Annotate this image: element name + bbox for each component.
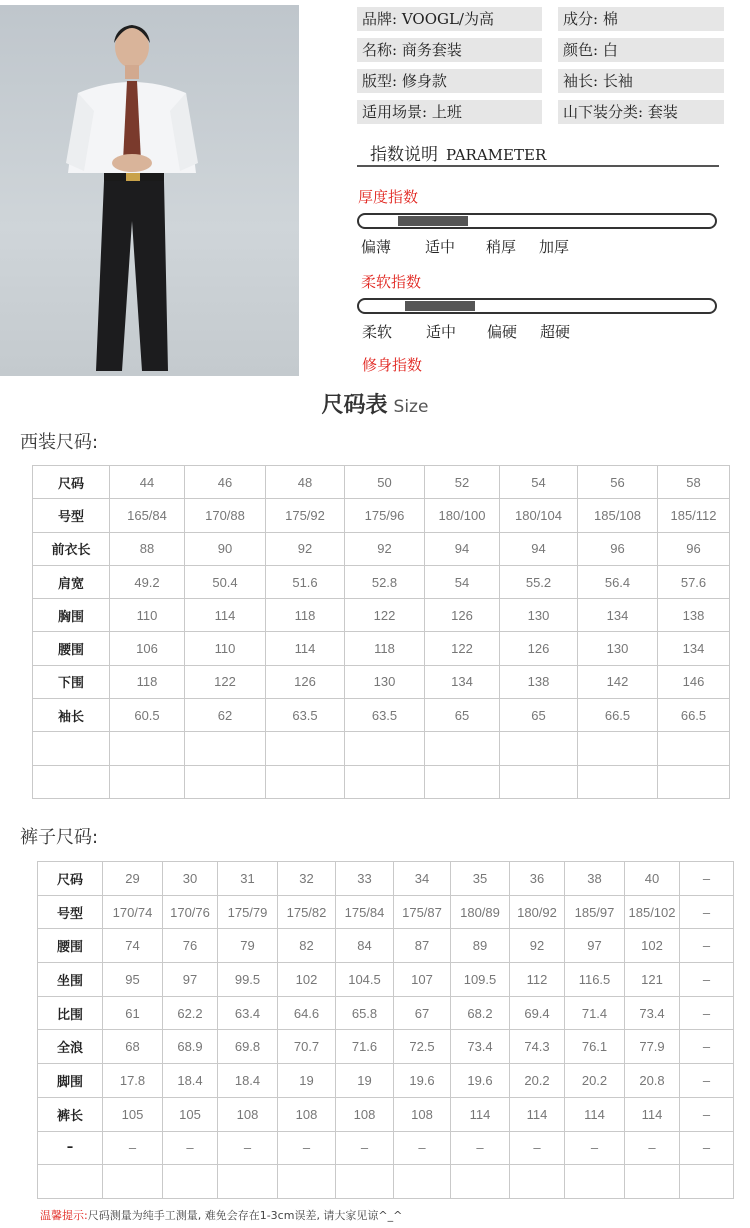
table-cell: 79 [218, 929, 278, 963]
table-cell [185, 732, 266, 765]
table-row [33, 499, 730, 532]
table-cell: 175/79 [218, 895, 278, 929]
table-cell: 68.9 [163, 1030, 218, 1064]
table-cell [110, 732, 185, 765]
table-cell: 62.2 [163, 996, 218, 1030]
row-header-cell: 胸围 [33, 599, 110, 632]
row-header-cell: 全浪 [38, 1030, 103, 1064]
row-header-cell: 腰围 [33, 632, 110, 665]
table-cell: 35 [451, 862, 510, 896]
table-cell: 71.4 [565, 996, 625, 1030]
table-cell: 112 [510, 963, 565, 997]
table-row [33, 699, 730, 732]
table-cell: 138 [500, 665, 578, 698]
attr-sleeve: 袖长: 长袖 [558, 69, 724, 93]
table-cell [218, 1165, 278, 1199]
table-cell: 65 [425, 699, 500, 732]
table-cell: 19 [336, 1064, 394, 1098]
table-row [33, 665, 730, 698]
table-cell: 170/74 [103, 895, 163, 929]
table-row [33, 632, 730, 665]
table-cell: 56.4 [578, 565, 658, 598]
table-cell: 180/92 [510, 895, 565, 929]
table-cell: 70.7 [278, 1030, 336, 1064]
table-cell: 175/92 [266, 499, 345, 532]
table-cell: 110 [110, 599, 185, 632]
table-cell: 17.8 [103, 1064, 163, 1098]
table-cell: 66.5 [578, 699, 658, 732]
row-header-cell [33, 765, 110, 798]
table-cell: 185/112 [658, 499, 730, 532]
note-lead: 温馨提示: [40, 1209, 88, 1222]
table-cell [451, 1165, 510, 1199]
table-cell: – [278, 1131, 336, 1165]
thickness-tick: 稍厚 [486, 238, 517, 256]
table-cell: 180/89 [451, 895, 510, 929]
table-cell [336, 1165, 394, 1199]
table-cell: 77.9 [625, 1030, 680, 1064]
table-cell: 102 [625, 929, 680, 963]
table-row [38, 996, 734, 1030]
row-header-cell: 坐围 [38, 963, 103, 997]
table-cell: – [565, 1131, 625, 1165]
table-cell: – [625, 1131, 680, 1165]
table-row [33, 599, 730, 632]
attr-occasion: 适用场景: 上班 [357, 100, 542, 124]
row-header-cell: 前衣长 [33, 532, 110, 565]
table-cell: 73.4 [625, 996, 680, 1030]
table-cell: 66.5 [658, 699, 730, 732]
table-cell: 20.8 [625, 1064, 680, 1098]
table-cell: 138 [658, 599, 730, 632]
table-cell: 34 [394, 862, 451, 896]
row-header-cell: 尺码 [38, 862, 103, 896]
table-cell: 76.1 [565, 1030, 625, 1064]
table-cell: 142 [578, 665, 658, 698]
table-cell: – [680, 996, 734, 1030]
table-cell: 57.6 [658, 565, 730, 598]
table-cell: 108 [336, 1097, 394, 1131]
table-cell: 92 [266, 532, 345, 565]
table-cell [425, 765, 500, 798]
table-cell: 180/100 [425, 499, 500, 532]
row-header-cell: 下围 [33, 665, 110, 698]
table-cell: – [680, 862, 734, 896]
table-cell: 185/102 [625, 895, 680, 929]
parameter-title-en: PARAMETER [446, 146, 547, 164]
table-cell: 94 [425, 532, 500, 565]
table-cell: 114 [510, 1097, 565, 1131]
table-cell: 175/96 [345, 499, 425, 532]
table-cell: 74.3 [510, 1030, 565, 1064]
softness-index-label: 柔软指数 [361, 273, 422, 291]
table-cell: 108 [218, 1097, 278, 1131]
table-cell: 106 [110, 632, 185, 665]
table-cell: 90 [185, 532, 266, 565]
table-row [38, 1131, 734, 1165]
table-cell: 61 [103, 996, 163, 1030]
suit-size-table [32, 465, 730, 799]
table-cell: 126 [500, 632, 578, 665]
thickness-tick: 加厚 [539, 238, 570, 256]
row-header-cell [33, 732, 110, 765]
table-cell: 60.5 [110, 699, 185, 732]
row-header-cell: 袖长 [33, 699, 110, 732]
table-cell: 126 [425, 599, 500, 632]
table-cell: 122 [345, 599, 425, 632]
pants-section-title: 裤子尺码: [20, 827, 99, 848]
table-cell: 52.8 [345, 565, 425, 598]
fit-index-label: 修身指数 [362, 356, 423, 374]
table-cell: 88 [110, 532, 185, 565]
table-cell: 94 [500, 532, 578, 565]
row-header-cell: – [38, 1131, 103, 1165]
table-cell: 63.5 [266, 699, 345, 732]
table-cell: 84 [336, 929, 394, 963]
table-cell: 68 [103, 1030, 163, 1064]
table-cell [425, 732, 500, 765]
table-cell: 69.8 [218, 1030, 278, 1064]
table-cell: 40 [625, 862, 680, 896]
product-photo [0, 5, 299, 376]
table-cell [565, 1165, 625, 1199]
table-row [33, 565, 730, 598]
attr-name: 名称: 商务套装 [357, 38, 542, 62]
table-cell: 108 [394, 1097, 451, 1131]
table-row [33, 765, 730, 798]
table-cell: 165/84 [110, 499, 185, 532]
table-cell: 54 [425, 565, 500, 598]
table-cell: 180/104 [500, 499, 578, 532]
table-cell: 130 [578, 632, 658, 665]
table-cell [185, 765, 266, 798]
table-cell [658, 732, 730, 765]
table-row [38, 1097, 734, 1131]
row-header-cell: 号型 [33, 499, 110, 532]
size-chart-title [0, 388, 750, 419]
table-cell: 114 [185, 599, 266, 632]
table-cell: 89 [451, 929, 510, 963]
table-cell: 97 [163, 963, 218, 997]
softness-tick: 柔软 [362, 323, 393, 341]
table-cell: 109.5 [451, 963, 510, 997]
size-chart-title-cn: 尺码表 [321, 393, 388, 418]
table-cell: – [680, 963, 734, 997]
attr-material: 成分: 棉 [558, 7, 724, 31]
table-cell: 19.6 [394, 1064, 451, 1098]
table-row [38, 862, 734, 896]
table-row [38, 1030, 734, 1064]
table-cell [345, 765, 425, 798]
table-cell [266, 732, 345, 765]
table-cell: 49.2 [110, 565, 185, 598]
table-cell: 73.4 [451, 1030, 510, 1064]
table-cell: 118 [266, 599, 345, 632]
table-cell: 96 [658, 532, 730, 565]
attr-brand: 品牌: VOOGL/为高 [357, 7, 542, 31]
table-cell: 114 [266, 632, 345, 665]
table-cell: 170/88 [185, 499, 266, 532]
table-cell: 46 [185, 466, 266, 499]
table-cell: 130 [345, 665, 425, 698]
table-cell: 97 [565, 929, 625, 963]
thickness-bar [357, 213, 717, 229]
table-cell: 122 [425, 632, 500, 665]
table-cell: – [451, 1131, 510, 1165]
table-cell: 118 [345, 632, 425, 665]
table-cell: 107 [394, 963, 451, 997]
row-header-cell [38, 1165, 103, 1199]
table-cell: 121 [625, 963, 680, 997]
table-cell: 108 [278, 1097, 336, 1131]
attr-category: 山下装分类: 套装 [558, 100, 724, 124]
table-cell: – [680, 1131, 734, 1165]
parameter-title-cn: 指数说明 [370, 145, 438, 165]
table-cell: 48 [266, 466, 345, 499]
table-cell: 175/87 [394, 895, 451, 929]
table-cell [394, 1165, 451, 1199]
table-cell: 185/108 [578, 499, 658, 532]
thickness-tick: 偏薄 [361, 238, 392, 256]
table-cell: 50 [345, 466, 425, 499]
table-cell [266, 765, 345, 798]
row-header-cell: 尺码 [33, 466, 110, 499]
table-cell: 19.6 [451, 1064, 510, 1098]
table-cell: 33 [336, 862, 394, 896]
table-cell: 68.2 [451, 996, 510, 1030]
table-cell: 82 [278, 929, 336, 963]
size-chart-title-en: Size [393, 397, 429, 417]
table-cell [500, 765, 578, 798]
table-cell: 116.5 [565, 963, 625, 997]
table-cell: 55.2 [500, 565, 578, 598]
parameter-heading [357, 140, 719, 167]
softness-tick: 适中 [426, 323, 457, 341]
table-row [33, 532, 730, 565]
table-cell: 105 [103, 1097, 163, 1131]
table-cell: 62 [185, 699, 266, 732]
table-cell: 65.8 [336, 996, 394, 1030]
table-cell: 95 [103, 963, 163, 997]
table-cell: – [218, 1131, 278, 1165]
softness-tick: 超硬 [540, 323, 571, 341]
table-cell: 38 [565, 862, 625, 896]
table-cell: 52 [425, 466, 500, 499]
softness-tick: 偏硬 [487, 323, 518, 341]
attr-fit-style: 版型: 修身款 [357, 69, 542, 93]
table-cell: 19 [278, 1064, 336, 1098]
softness-bar [357, 298, 717, 314]
table-cell: 29 [103, 862, 163, 896]
table-cell: 76 [163, 929, 218, 963]
table-row [38, 929, 734, 963]
table-cell: 64.6 [278, 996, 336, 1030]
attr-color: 颜色: 白 [558, 38, 724, 62]
table-cell: 146 [658, 665, 730, 698]
table-cell: 65 [500, 699, 578, 732]
table-cell: 44 [110, 466, 185, 499]
table-cell: 58 [658, 466, 730, 499]
table-cell [103, 1165, 163, 1199]
table-cell: 92 [345, 532, 425, 565]
table-cell: 118 [110, 665, 185, 698]
table-cell: 105 [163, 1097, 218, 1131]
table-row [38, 963, 734, 997]
row-header-cell: 比围 [38, 996, 103, 1030]
table-cell: 63.4 [218, 996, 278, 1030]
table-cell: 96 [578, 532, 658, 565]
table-cell: 36 [510, 862, 565, 896]
table-cell: 114 [565, 1097, 625, 1131]
table-cell: 31 [218, 862, 278, 896]
table-cell: – [680, 1030, 734, 1064]
table-cell: – [163, 1131, 218, 1165]
model-illustration [0, 5, 299, 376]
table-cell: – [103, 1131, 163, 1165]
table-cell: 122 [185, 665, 266, 698]
table-cell: 69.4 [510, 996, 565, 1030]
table-cell: – [680, 1097, 734, 1131]
table-cell: 175/82 [278, 895, 336, 929]
table-cell: 20.2 [510, 1064, 565, 1098]
thickness-index-label: 厚度指数 [358, 188, 419, 206]
table-cell: – [336, 1131, 394, 1165]
thickness-level [398, 216, 468, 226]
table-cell: 56 [578, 466, 658, 499]
table-cell [578, 765, 658, 798]
table-cell: 104.5 [336, 963, 394, 997]
table-cell: 114 [625, 1097, 680, 1131]
table-row [33, 466, 730, 499]
table-cell [163, 1165, 218, 1199]
table-cell: 110 [185, 632, 266, 665]
table-cell: 134 [658, 632, 730, 665]
softness-level [405, 301, 475, 311]
table-cell: 30 [163, 862, 218, 896]
table-cell: 50.4 [185, 565, 266, 598]
table-row [33, 732, 730, 765]
row-header-cell: 脚围 [38, 1064, 103, 1098]
table-cell: – [510, 1131, 565, 1165]
table-cell: 185/97 [565, 895, 625, 929]
row-header-cell: 肩宽 [33, 565, 110, 598]
table-cell: 114 [451, 1097, 510, 1131]
table-cell: – [394, 1131, 451, 1165]
table-cell: – [680, 1064, 734, 1098]
table-cell: 134 [578, 599, 658, 632]
table-cell: 102 [278, 963, 336, 997]
row-header-cell: 号型 [38, 895, 103, 929]
table-cell [110, 765, 185, 798]
table-cell: – [680, 929, 734, 963]
table-cell: 87 [394, 929, 451, 963]
table-cell [345, 732, 425, 765]
table-cell: 134 [425, 665, 500, 698]
table-cell: 67 [394, 996, 451, 1030]
table-cell: 18.4 [163, 1064, 218, 1098]
measurement-note [40, 1207, 402, 1223]
row-header-cell: 裤长 [38, 1097, 103, 1131]
table-cell: 51.6 [266, 565, 345, 598]
table-cell: 170/76 [163, 895, 218, 929]
table-row [38, 1064, 734, 1098]
table-cell: 71.6 [336, 1030, 394, 1064]
table-cell: 175/84 [336, 895, 394, 929]
thickness-tick: 适中 [425, 238, 456, 256]
pants-size-table [37, 861, 734, 1199]
row-header-cell: 腰围 [38, 929, 103, 963]
table-row [38, 1165, 734, 1199]
table-cell: 54 [500, 466, 578, 499]
table-cell: 74 [103, 929, 163, 963]
table-cell: 18.4 [218, 1064, 278, 1098]
table-cell [278, 1165, 336, 1199]
table-cell: 130 [500, 599, 578, 632]
table-cell [500, 732, 578, 765]
table-cell: 72.5 [394, 1030, 451, 1064]
table-cell [658, 765, 730, 798]
table-row [38, 895, 734, 929]
suit-section-title: 西装尺码: [20, 432, 99, 453]
table-cell: 92 [510, 929, 565, 963]
table-cell [578, 732, 658, 765]
table-cell: 32 [278, 862, 336, 896]
table-cell: 126 [266, 665, 345, 698]
table-cell: 99.5 [218, 963, 278, 997]
table-cell [625, 1165, 680, 1199]
table-cell [680, 1165, 734, 1199]
table-cell [510, 1165, 565, 1199]
table-cell: 63.5 [345, 699, 425, 732]
table-cell: 20.2 [565, 1064, 625, 1098]
table-cell: – [680, 895, 734, 929]
note-text: 尺码测量为纯手工测量, 难免会存在1-3cm误差, 请大家见谅^_^ [87, 1209, 403, 1222]
